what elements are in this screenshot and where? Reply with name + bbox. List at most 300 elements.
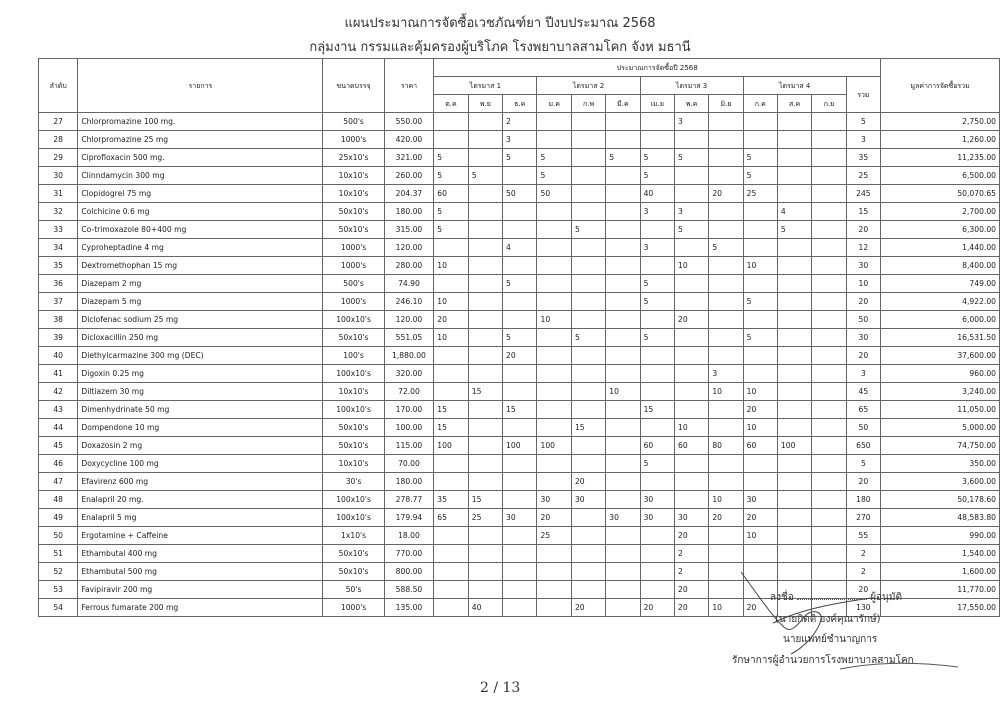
signer-position: นายแพทย์ชำนาญการ bbox=[783, 634, 878, 645]
total-value-cell: 4,922.00 bbox=[881, 293, 1000, 311]
nov-cell bbox=[468, 257, 502, 275]
mar-cell bbox=[606, 419, 640, 437]
aug-cell bbox=[777, 473, 811, 491]
table-row bbox=[39, 509, 1000, 527]
aug-cell bbox=[777, 239, 811, 257]
unit-price-cell: 588.50 bbox=[384, 581, 434, 599]
apr-cell bbox=[640, 581, 674, 599]
may-cell: 10 bbox=[674, 257, 708, 275]
signer-name: (นายกิตติ องค์คุณารักษ์) bbox=[775, 614, 881, 625]
drug-name-cell: Digoxin 0.25 mg bbox=[78, 365, 323, 383]
feb-cell bbox=[571, 509, 605, 527]
total-qty-cell: 650 bbox=[846, 437, 880, 455]
jul-cell: 20 bbox=[743, 599, 777, 617]
total-value-cell: 749.00 bbox=[881, 275, 1000, 293]
feb-cell: 15 bbox=[571, 419, 605, 437]
aug-cell bbox=[777, 275, 811, 293]
sep-cell bbox=[812, 311, 846, 329]
quarter-header: ไตรมาส 2 bbox=[537, 77, 640, 95]
sep-cell bbox=[812, 203, 846, 221]
nov-cell bbox=[468, 113, 502, 131]
jun-cell bbox=[709, 527, 743, 545]
sep-cell bbox=[812, 419, 846, 437]
month-header: มิ.ย bbox=[709, 95, 743, 113]
drug-name-cell: Cyproheptadine 4 mg bbox=[78, 239, 323, 257]
total-value-cell: 11,770.00 bbox=[881, 581, 1000, 599]
may-cell: 2 bbox=[674, 545, 708, 563]
may-cell bbox=[674, 365, 708, 383]
total-value-cell: 37,600.00 bbox=[881, 347, 1000, 365]
total-qty-cell: 20 bbox=[846, 347, 880, 365]
apr-cell: 30 bbox=[640, 509, 674, 527]
aug-cell bbox=[777, 257, 811, 275]
jun-cell bbox=[709, 545, 743, 563]
jan-cell bbox=[537, 203, 571, 221]
nov-cell bbox=[468, 473, 502, 491]
month-header: มี.ค bbox=[606, 95, 640, 113]
drug-name-cell: Efavirenz 600 mg bbox=[78, 473, 323, 491]
nov-cell bbox=[468, 419, 502, 437]
total-qty-cell: 130 bbox=[846, 599, 880, 617]
total-qty-cell: 15 bbox=[846, 203, 880, 221]
jul-cell: 5 bbox=[743, 293, 777, 311]
row-no-cell: 54 bbox=[39, 599, 78, 617]
table-row bbox=[39, 131, 1000, 149]
jul-cell: 10 bbox=[743, 527, 777, 545]
oct-cell: 5 bbox=[434, 167, 468, 185]
sep-cell bbox=[812, 113, 846, 131]
drug-name-cell: Diltiazem 30 mg bbox=[78, 383, 323, 401]
drug-name-cell: Chlorpromazine 100 mg. bbox=[78, 113, 323, 131]
row-no-cell: 40 bbox=[39, 347, 78, 365]
dec-cell bbox=[503, 491, 537, 509]
jan-cell: 50 bbox=[537, 185, 571, 203]
nov-cell bbox=[468, 275, 502, 293]
nov-cell: 5 bbox=[468, 167, 502, 185]
may-cell: 30 bbox=[674, 509, 708, 527]
dec-cell bbox=[503, 581, 537, 599]
row-no-cell: 53 bbox=[39, 581, 78, 599]
pack-size-cell: 50's bbox=[323, 581, 384, 599]
oct-cell: 10 bbox=[434, 257, 468, 275]
total-value-cell: 11,050.00 bbox=[881, 401, 1000, 419]
row-no-cell: 29 bbox=[39, 149, 78, 167]
mar-cell bbox=[606, 347, 640, 365]
dec-cell bbox=[503, 167, 537, 185]
aug-cell bbox=[777, 329, 811, 347]
dec-cell bbox=[503, 383, 537, 401]
month-header: ส.ค bbox=[777, 95, 811, 113]
jul-cell: 10 bbox=[743, 419, 777, 437]
may-cell: 5 bbox=[674, 149, 708, 167]
row-no-cell: 33 bbox=[39, 221, 78, 239]
total-qty-cell: 25 bbox=[846, 167, 880, 185]
jan-cell bbox=[537, 347, 571, 365]
nov-cell bbox=[468, 365, 502, 383]
apr-cell bbox=[640, 347, 674, 365]
jul-cell: 30 bbox=[743, 491, 777, 509]
oct-cell bbox=[434, 275, 468, 293]
dec-cell: 5 bbox=[503, 149, 537, 167]
jun-cell: 5 bbox=[709, 239, 743, 257]
jun-cell bbox=[709, 401, 743, 419]
table-row bbox=[39, 401, 1000, 419]
jan-cell bbox=[537, 113, 571, 131]
apr-cell: 3 bbox=[640, 239, 674, 257]
dec-cell: 3 bbox=[503, 131, 537, 149]
aug-cell bbox=[777, 419, 811, 437]
total-value-cell: 48,583.80 bbox=[881, 509, 1000, 527]
apr-cell: 5 bbox=[640, 275, 674, 293]
total-qty-cell: 35 bbox=[846, 149, 880, 167]
jul-cell: 10 bbox=[743, 383, 777, 401]
jul-cell: 60 bbox=[743, 437, 777, 455]
pack-size-cell: 10x10's bbox=[323, 185, 384, 203]
apr-cell bbox=[640, 257, 674, 275]
mar-cell: 30 bbox=[606, 509, 640, 527]
sep-cell bbox=[812, 527, 846, 545]
pack-size-cell: 50x10's bbox=[323, 419, 384, 437]
quarter-header: ไตรมาส 4 bbox=[743, 77, 846, 95]
sep-cell bbox=[812, 149, 846, 167]
apr-cell: 40 bbox=[640, 185, 674, 203]
table-row bbox=[39, 311, 1000, 329]
mar-cell bbox=[606, 455, 640, 473]
total-qty-cell: 30 bbox=[846, 257, 880, 275]
jun-cell bbox=[709, 311, 743, 329]
sep-cell bbox=[812, 275, 846, 293]
unit-price-cell: 551.05 bbox=[384, 329, 434, 347]
jul-cell bbox=[743, 311, 777, 329]
feb-cell bbox=[571, 563, 605, 581]
col-total-header: รวม bbox=[846, 77, 880, 113]
aug-cell bbox=[777, 149, 811, 167]
drug-name-cell: Dicloxacillin 250 mg bbox=[78, 329, 323, 347]
mar-cell bbox=[606, 275, 640, 293]
mar-cell bbox=[606, 491, 640, 509]
jan-cell bbox=[537, 257, 571, 275]
nov-cell: 15 bbox=[468, 383, 502, 401]
drug-name-cell: Favipiravir 200 mg bbox=[78, 581, 323, 599]
table-row bbox=[39, 545, 1000, 563]
oct-cell: 65 bbox=[434, 509, 468, 527]
apr-cell: 5 bbox=[640, 329, 674, 347]
jan-cell bbox=[537, 581, 571, 599]
jul-cell: 5 bbox=[743, 329, 777, 347]
mar-cell bbox=[606, 581, 640, 599]
apr-cell: 5 bbox=[640, 293, 674, 311]
feb-cell bbox=[571, 455, 605, 473]
pack-size-cell: 10x10's bbox=[323, 383, 384, 401]
oct-cell bbox=[434, 545, 468, 563]
mar-cell bbox=[606, 527, 640, 545]
total-value-cell: 6,300.00 bbox=[881, 221, 1000, 239]
document-title: แผนประมาณการจัดซื้อเวชภัณฑ์ยา ปีงบประมาณ 2568 bbox=[344, 16, 656, 31]
row-no-cell: 43 bbox=[39, 401, 78, 419]
oct-cell bbox=[434, 347, 468, 365]
feb-cell bbox=[571, 401, 605, 419]
row-no-cell: 51 bbox=[39, 545, 78, 563]
table-row bbox=[39, 185, 1000, 203]
sep-cell bbox=[812, 401, 846, 419]
feb-cell bbox=[571, 149, 605, 167]
jul-cell bbox=[743, 347, 777, 365]
dec-cell bbox=[503, 563, 537, 581]
pack-size-cell: 100x10's bbox=[323, 509, 384, 527]
may-cell: 3 bbox=[674, 203, 708, 221]
pack-size-cell: 10x10's bbox=[323, 455, 384, 473]
mar-cell bbox=[606, 473, 640, 491]
jun-cell: 20 bbox=[709, 185, 743, 203]
mar-cell bbox=[606, 293, 640, 311]
aug-cell bbox=[777, 131, 811, 149]
nov-cell bbox=[468, 329, 502, 347]
drug-name-cell: Clopidogrel 75 mg bbox=[78, 185, 323, 203]
aug-cell bbox=[777, 185, 811, 203]
row-no-cell: 46 bbox=[39, 455, 78, 473]
feb-cell bbox=[571, 257, 605, 275]
feb-cell bbox=[571, 239, 605, 257]
mar-cell bbox=[606, 365, 640, 383]
mar-cell bbox=[606, 437, 640, 455]
row-no-cell: 45 bbox=[39, 437, 78, 455]
unit-price-cell: 1,880.00 bbox=[384, 347, 434, 365]
feb-cell bbox=[571, 365, 605, 383]
sign-label: ลงชื่อ bbox=[770, 592, 794, 603]
feb-cell bbox=[571, 131, 605, 149]
drug-name-cell: Ciprofloxacin 500 mg. bbox=[78, 149, 323, 167]
jun-cell bbox=[709, 293, 743, 311]
may-cell: 3 bbox=[674, 113, 708, 131]
jul-cell bbox=[743, 473, 777, 491]
unit-price-cell: 135.00 bbox=[384, 599, 434, 617]
nov-cell bbox=[468, 293, 502, 311]
oct-cell bbox=[434, 599, 468, 617]
table-row bbox=[39, 239, 1000, 257]
table-row bbox=[39, 437, 1000, 455]
jan-cell bbox=[537, 599, 571, 617]
pack-size-cell: 100x10's bbox=[323, 401, 384, 419]
mar-cell bbox=[606, 203, 640, 221]
sep-cell bbox=[812, 365, 846, 383]
row-no-cell: 41 bbox=[39, 365, 78, 383]
unit-price-cell: 204.37 bbox=[384, 185, 434, 203]
mar-cell bbox=[606, 221, 640, 239]
apr-cell: 3 bbox=[640, 203, 674, 221]
quarter-header: ไตรมาส 3 bbox=[640, 77, 743, 95]
quarter-header: ไตรมาส 1 bbox=[434, 77, 537, 95]
jan-cell bbox=[537, 293, 571, 311]
total-value-cell: 960.00 bbox=[881, 365, 1000, 383]
page-number: 2 / 13 bbox=[480, 680, 521, 696]
sep-cell bbox=[812, 437, 846, 455]
oct-cell: 15 bbox=[434, 401, 468, 419]
pack-size-cell: 30's bbox=[323, 473, 384, 491]
row-no-cell: 39 bbox=[39, 329, 78, 347]
jun-cell bbox=[709, 167, 743, 185]
col-price-header: ราคา bbox=[384, 59, 434, 113]
jun-cell bbox=[709, 221, 743, 239]
total-value-cell: 5,000.00 bbox=[881, 419, 1000, 437]
apr-cell: 20 bbox=[640, 599, 674, 617]
jul-cell: 20 bbox=[743, 509, 777, 527]
mar-cell bbox=[606, 257, 640, 275]
may-cell bbox=[674, 131, 708, 149]
may-cell: 10 bbox=[674, 419, 708, 437]
row-no-cell: 31 bbox=[39, 185, 78, 203]
nov-cell bbox=[468, 311, 502, 329]
may-cell bbox=[674, 293, 708, 311]
total-qty-cell: 20 bbox=[846, 473, 880, 491]
sep-cell bbox=[812, 257, 846, 275]
jul-cell bbox=[743, 275, 777, 293]
sign-line bbox=[770, 590, 902, 605]
dec-cell: 50 bbox=[503, 185, 537, 203]
oct-cell bbox=[434, 365, 468, 383]
jan-cell bbox=[537, 329, 571, 347]
total-qty-cell: 245 bbox=[846, 185, 880, 203]
unit-price-cell: 315.00 bbox=[384, 221, 434, 239]
total-value-cell: 50,070.65 bbox=[881, 185, 1000, 203]
nov-cell: 15 bbox=[468, 491, 502, 509]
jul-cell: 20 bbox=[743, 401, 777, 419]
unit-price-cell: 321.00 bbox=[384, 149, 434, 167]
oct-cell bbox=[434, 527, 468, 545]
total-value-cell: 74,750.00 bbox=[881, 437, 1000, 455]
dec-cell: 5 bbox=[503, 329, 537, 347]
aug-cell: 4 bbox=[777, 203, 811, 221]
feb-cell bbox=[571, 581, 605, 599]
total-value-cell: 1,600.00 bbox=[881, 563, 1000, 581]
jun-cell: 10 bbox=[709, 599, 743, 617]
total-qty-cell: 45 bbox=[846, 383, 880, 401]
row-no-cell: 47 bbox=[39, 473, 78, 491]
unit-price-cell: 320.00 bbox=[384, 365, 434, 383]
aug-cell bbox=[777, 311, 811, 329]
dec-cell: 15 bbox=[503, 401, 537, 419]
oct-cell bbox=[434, 563, 468, 581]
total-value-cell: 50,178.60 bbox=[881, 491, 1000, 509]
document-subtitle: กลุ่มงาน กรรมและคุ้มครองผู้บริโภค โรงพยาบาลสามโคก จังห มธานี bbox=[309, 40, 691, 55]
aug-cell bbox=[777, 455, 811, 473]
month-header: ก.พ bbox=[571, 95, 605, 113]
jul-cell: 25 bbox=[743, 185, 777, 203]
pack-size-cell: 50x10's bbox=[323, 329, 384, 347]
total-qty-cell: 20 bbox=[846, 221, 880, 239]
nov-cell bbox=[468, 581, 502, 599]
row-no-cell: 37 bbox=[39, 293, 78, 311]
pack-size-cell: 1000's bbox=[323, 257, 384, 275]
total-qty-cell: 30 bbox=[846, 329, 880, 347]
jan-cell bbox=[537, 419, 571, 437]
procurement-table bbox=[38, 58, 1000, 617]
jan-cell bbox=[537, 275, 571, 293]
mar-cell bbox=[606, 599, 640, 617]
may-cell bbox=[674, 239, 708, 257]
nov-cell: 25 bbox=[468, 509, 502, 527]
unit-price-cell: 70.00 bbox=[384, 455, 434, 473]
pack-size-cell: 100x10's bbox=[323, 491, 384, 509]
oct-cell: 15 bbox=[434, 419, 468, 437]
apr-cell bbox=[640, 221, 674, 239]
oct-cell: 100 bbox=[434, 437, 468, 455]
apr-cell: 30 bbox=[640, 491, 674, 509]
signer-role: รักษาการผู้อำนวยการโรงพยาบาลสามโคก bbox=[732, 655, 914, 666]
table-row bbox=[39, 275, 1000, 293]
table-row bbox=[39, 257, 1000, 275]
row-no-cell: 30 bbox=[39, 167, 78, 185]
nov-cell bbox=[468, 545, 502, 563]
col-no-header: ลำดับ bbox=[39, 59, 78, 113]
unit-price-cell: 180.00 bbox=[384, 473, 434, 491]
jan-cell bbox=[537, 221, 571, 239]
jun-cell: 3 bbox=[709, 365, 743, 383]
total-value-cell: 1,440.00 bbox=[881, 239, 1000, 257]
oct-cell: 5 bbox=[434, 149, 468, 167]
jan-cell: 25 bbox=[537, 527, 571, 545]
nov-cell bbox=[468, 185, 502, 203]
may-cell bbox=[674, 167, 708, 185]
nov-cell bbox=[468, 437, 502, 455]
unit-price-cell: 420.00 bbox=[384, 131, 434, 149]
jan-cell bbox=[537, 131, 571, 149]
dec-cell: 4 bbox=[503, 239, 537, 257]
oct-cell: 60 bbox=[434, 185, 468, 203]
jul-cell: 10 bbox=[743, 257, 777, 275]
pack-size-cell: 1000's bbox=[323, 131, 384, 149]
month-header: ม.ค bbox=[537, 95, 571, 113]
sep-cell bbox=[812, 167, 846, 185]
unit-price-cell: 115.00 bbox=[384, 437, 434, 455]
mar-cell bbox=[606, 113, 640, 131]
may-cell bbox=[674, 491, 708, 509]
nov-cell bbox=[468, 239, 502, 257]
row-no-cell: 27 bbox=[39, 113, 78, 131]
dec-cell bbox=[503, 599, 537, 617]
pack-size-cell: 100x10's bbox=[323, 311, 384, 329]
may-cell bbox=[674, 329, 708, 347]
total-value-cell: 1,260.00 bbox=[881, 131, 1000, 149]
drug-name-cell: Clinndamycin 300 mg bbox=[78, 167, 323, 185]
pack-size-cell: 1000's bbox=[323, 293, 384, 311]
oct-cell bbox=[434, 581, 468, 599]
total-value-cell: 8,400.00 bbox=[881, 257, 1000, 275]
col-value-header: มูลค่าการจัดซื้อรวม bbox=[881, 59, 1000, 113]
pack-size-cell: 50x10's bbox=[323, 437, 384, 455]
total-qty-cell: 5 bbox=[846, 113, 880, 131]
apr-cell bbox=[640, 311, 674, 329]
unit-price-cell: 170.00 bbox=[384, 401, 434, 419]
drug-name-cell: Enalapril 5 mg bbox=[78, 509, 323, 527]
oct-cell: 5 bbox=[434, 203, 468, 221]
table-row bbox=[39, 491, 1000, 509]
may-cell bbox=[674, 383, 708, 401]
total-value-cell: 2,700.00 bbox=[881, 203, 1000, 221]
pack-size-cell: 100's bbox=[323, 347, 384, 365]
pack-size-cell: 10x10's bbox=[323, 167, 384, 185]
jan-cell: 30 bbox=[537, 491, 571, 509]
unit-price-cell: 18.00 bbox=[384, 527, 434, 545]
total-qty-cell: 270 bbox=[846, 509, 880, 527]
oct-cell: 20 bbox=[434, 311, 468, 329]
jun-cell: 10 bbox=[709, 383, 743, 401]
nov-cell bbox=[468, 221, 502, 239]
unit-price-cell: 180.00 bbox=[384, 203, 434, 221]
total-value-cell: 11,235.00 bbox=[881, 149, 1000, 167]
pack-size-cell: 50x10's bbox=[323, 221, 384, 239]
month-header: ก.ค bbox=[743, 95, 777, 113]
jun-cell bbox=[709, 347, 743, 365]
